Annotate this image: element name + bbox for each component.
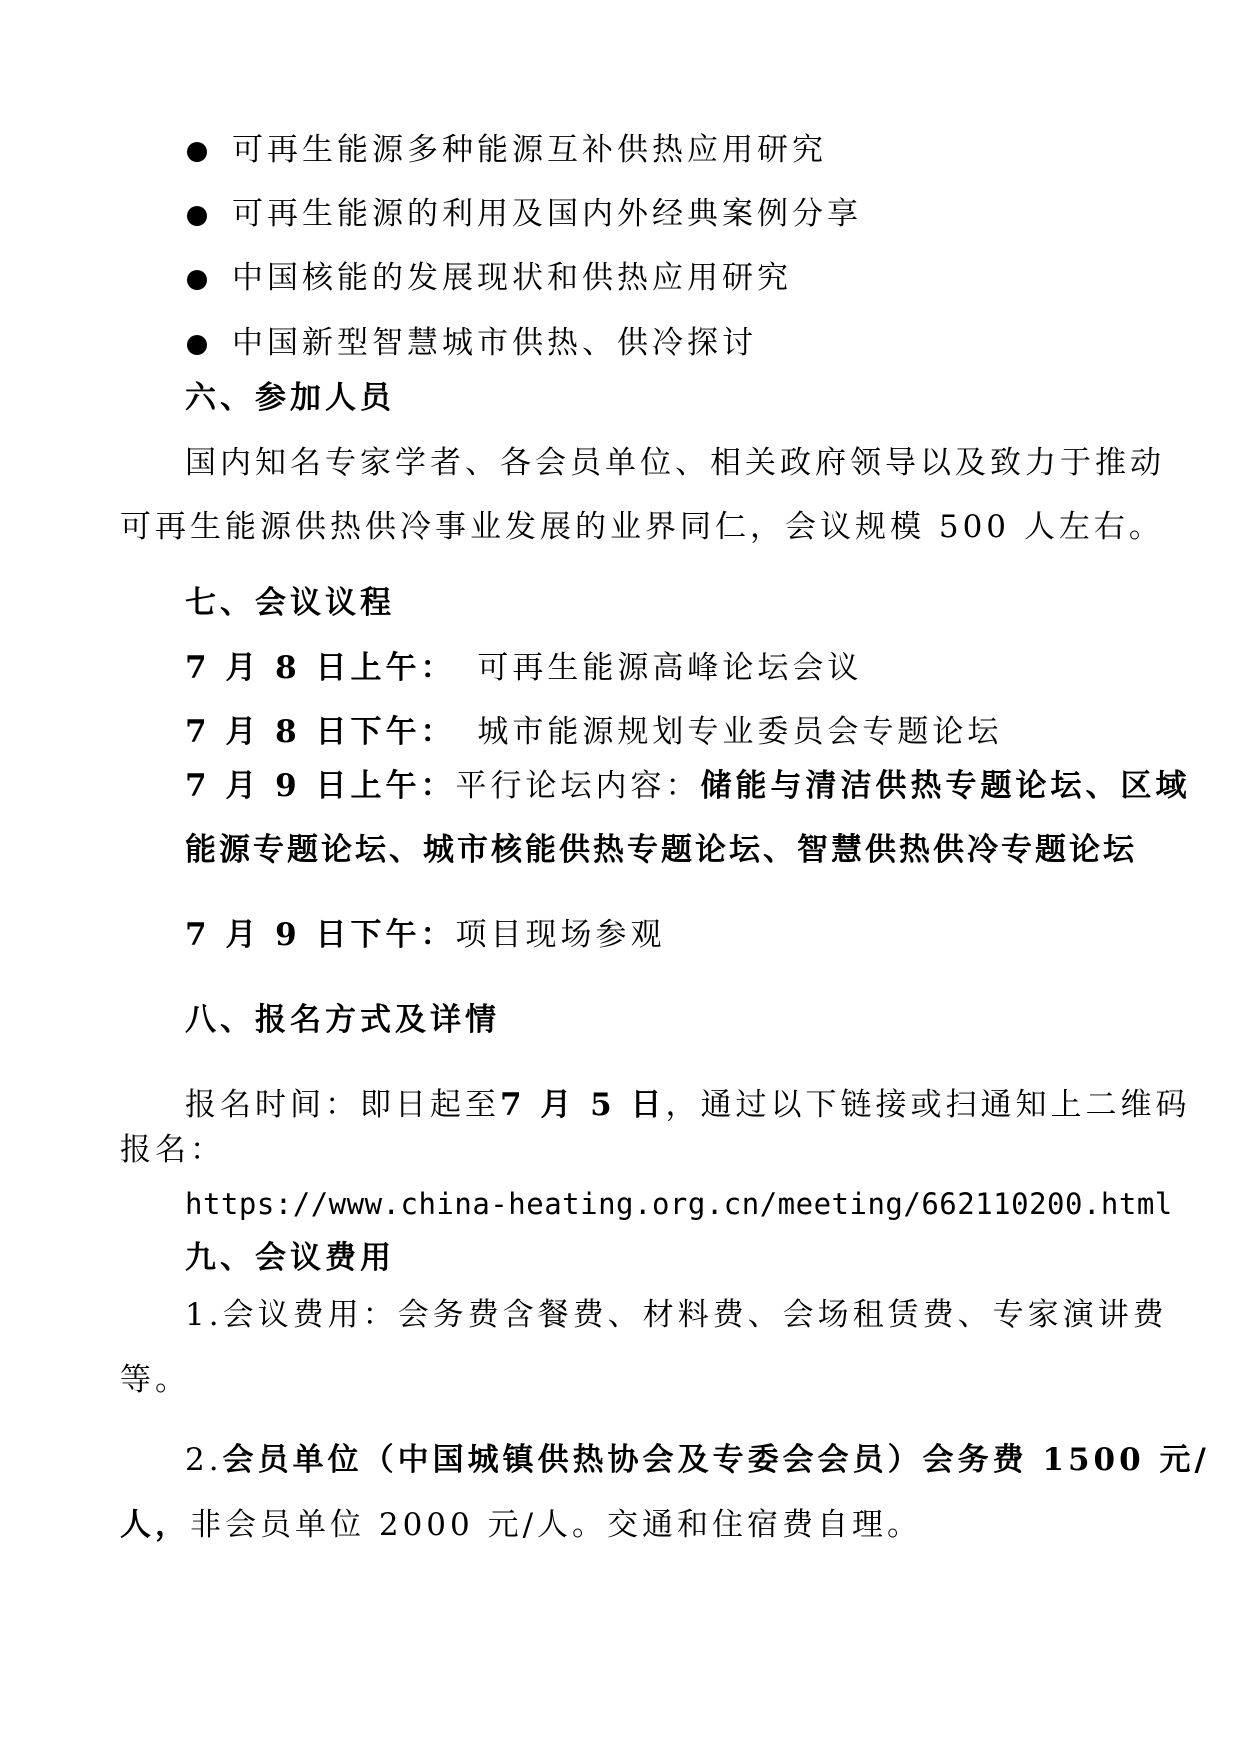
- fee-item-1-line-2: 等。: [120, 1362, 190, 1398]
- registration-time: [185, 1085, 1191, 1125]
- bullet-item: 中国新型智慧城市供热、供冷探讨: [232, 325, 757, 361]
- agenda-text: 城市能源规划专业委员会专题论坛: [477, 714, 1003, 750]
- section-9-title: 九、会议费用: [185, 1240, 395, 1276]
- fee-item-2-number: 2.: [185, 1442, 223, 1478]
- agenda-parallel-line-1: [185, 766, 1191, 806]
- agenda-parallel-intro: 平行论坛内容：: [455, 768, 701, 804]
- agenda-date: 7 月 9 日下午：: [185, 917, 456, 953]
- agenda-text: 可再生能源高峰论坛会议: [477, 650, 863, 686]
- bullet-item: 可再生能源的利用及国内外经典案例分享: [232, 196, 862, 232]
- section-7-title: 七、会议议程: [185, 585, 395, 621]
- agenda-item: [185, 648, 862, 688]
- registration-deadline: 7 月 5 日: [500, 1087, 666, 1123]
- bullet-dot-icon: [187, 142, 207, 162]
- agenda-item: [185, 915, 666, 955]
- registration-link[interactable]: https://www.china-heating.org.cn/meeting/662110200.html: [185, 1187, 1173, 1221]
- fee-item-2-line-1: [185, 1440, 1210, 1480]
- section-6-title: 六、参加人员: [185, 380, 395, 416]
- bullet-item: 中国核能的发展现状和供热应用研究: [232, 260, 792, 296]
- bullet-item: 可再生能源多种能源互补供热应用研究: [232, 132, 827, 168]
- bullet-dot-icon: [187, 270, 207, 290]
- agenda-date: 7 月 8 日上午：: [185, 650, 456, 686]
- bullet-dot-icon: [187, 335, 207, 355]
- registration-time-prefix: 报名时间：即日起至: [185, 1087, 500, 1123]
- fee-member-price: 会员单位（中国城镇供热协会及专委会会员）会务费 1500 元/: [222, 1442, 1210, 1478]
- fee-member-unit: 人，: [120, 1507, 190, 1543]
- section-8-title: 八、报名方式及详情: [185, 1002, 500, 1038]
- fee-nonmember-price: 非会员单位 2000 元/人。交通和住宿费自理。: [190, 1507, 923, 1543]
- agenda-parallel-line-2: 能源专题论坛、城市核能供热专题论坛、智慧供热供冷专题论坛: [185, 832, 1137, 868]
- registration-time-suffix: ，通过以下链接或扫通知上二维码: [665, 1087, 1191, 1123]
- registration-line-2: 报名：: [120, 1132, 225, 1168]
- bullet-dot-icon: [187, 206, 207, 226]
- section-6-paragraph-line-2: 可再生能源供热供冷事业发展的业界同仁，会议规模 500 人左右。: [120, 509, 1164, 545]
- fee-item-2-line-2: [120, 1505, 922, 1545]
- fee-item-1-line-1: 1.会议费用：会务费含餐费、材料费、会场租赁费、专家演讲费: [185, 1297, 1168, 1333]
- agenda-date: 7 月 9 日上午：: [185, 768, 456, 804]
- agenda-text: 项目现场参观: [455, 917, 666, 953]
- agenda-date: 7 月 8 日下午：: [185, 714, 456, 750]
- agenda-parallel-forums: 储能与清洁供热专题论坛、区域: [700, 768, 1191, 804]
- agenda-item: [185, 712, 1002, 752]
- section-6-paragraph-line-1: 国内知名专家学者、各会员单位、相关政府领导以及致力于推动: [185, 445, 1165, 481]
